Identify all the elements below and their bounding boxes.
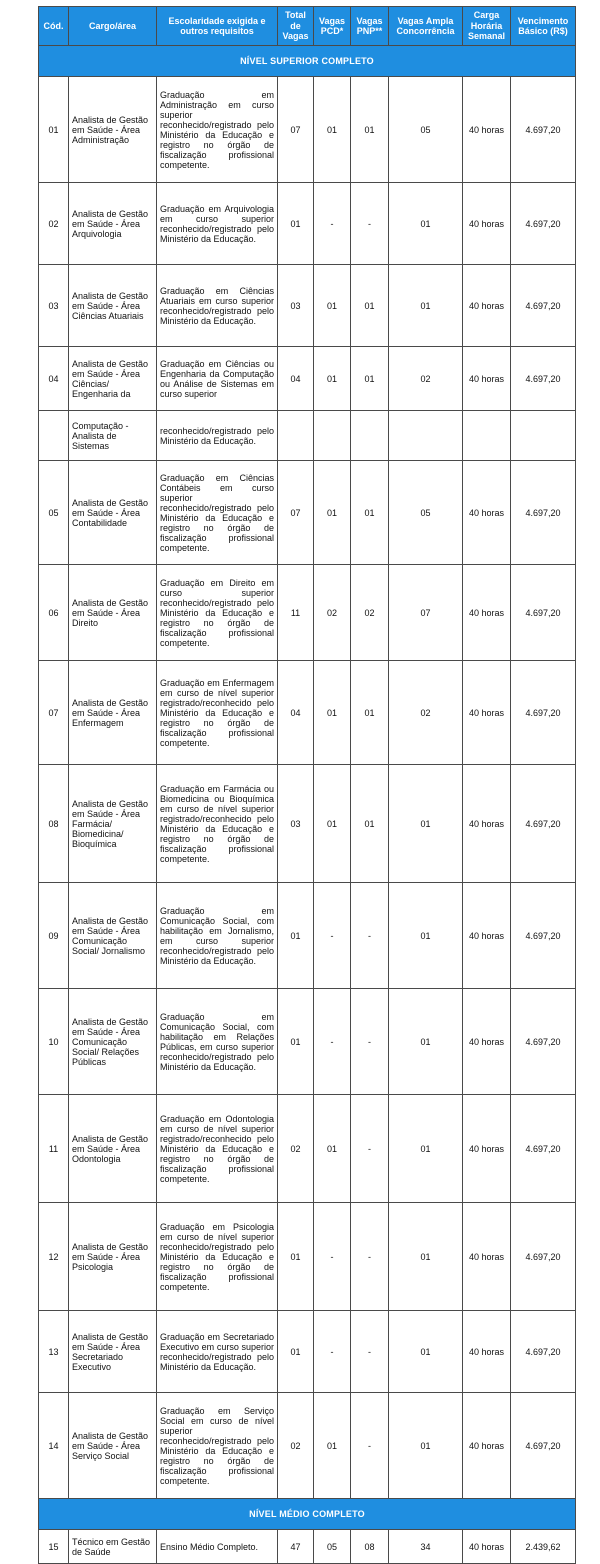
cod-cell: 08	[39, 765, 69, 883]
vencimento-cell: 4.697,20	[511, 183, 576, 265]
requisitos-cell: Graduação em Comunicação Social, com habilitação em Relações Públicas, em curso superior reconhecido/registrado pelo Ministério da Educação.	[157, 989, 278, 1095]
vagas-pcd-cell: -	[314, 989, 351, 1095]
vagas-ampla-cell: 34	[389, 1530, 463, 1564]
vagas-pcd-cell: 01	[314, 461, 351, 565]
carga-horaria-cell: 40 horas	[463, 661, 511, 765]
vagas-pnp-cell: 01	[351, 461, 389, 565]
vagas-pnp-cell: 02	[351, 565, 389, 661]
requisitos-cell: Graduação em Farmácia ou Biomedicina ou Bioquímica em curso de nível superior registrado/reconhecido pelo Ministério da Educação e registro no órgão de fiscalização profissional competente.	[157, 765, 278, 883]
total-vagas-cell: 04	[278, 347, 314, 411]
vencimento-cell: 4.697,20	[511, 765, 576, 883]
total-vagas-cell: 03	[278, 765, 314, 883]
vagas-pcd-cell: -	[314, 183, 351, 265]
carga-horaria-cell: 40 horas	[463, 1311, 511, 1393]
vagas-pcd-cell	[314, 411, 351, 461]
carga-horaria-cell: 40 horas	[463, 1393, 511, 1499]
carga-horaria-cell: 40 horas	[463, 1530, 511, 1564]
cargo-cell: Técnico em Gestão de Saúde	[69, 1530, 157, 1564]
vagas-pnp-cell: -	[351, 883, 389, 989]
carga-horaria-cell: 40 horas	[463, 883, 511, 989]
vagas-pcd-cell: -	[314, 1311, 351, 1393]
total-vagas-cell	[278, 411, 314, 461]
total-vagas-cell: 11	[278, 565, 314, 661]
carga-horaria-cell: 40 horas	[463, 1095, 511, 1203]
header-cargo: Cargo/área	[69, 7, 157, 46]
vagas-ampla-cell: 01	[389, 1203, 463, 1311]
cargo-cell: Analista de Gestão em Saúde - Área Odontologia	[69, 1095, 157, 1203]
header-total: Total de Vagas	[278, 7, 314, 46]
cargo-cell: Analista de Gestão em Saúde - Área Direito	[69, 565, 157, 661]
total-vagas-cell: 02	[278, 1393, 314, 1499]
cod-cell: 07	[39, 661, 69, 765]
table-body	[39, 46, 576, 1564]
total-vagas-cell: 03	[278, 265, 314, 347]
vencimento-cell: 4.697,20	[511, 989, 576, 1095]
vencimento-cell: 4.697,20	[511, 661, 576, 765]
total-vagas-cell: 01	[278, 1203, 314, 1311]
section-title-superior: NÍVEL SUPERIOR COMPLETO	[39, 46, 576, 77]
total-vagas-cell: 47	[278, 1530, 314, 1564]
carga-horaria-cell: 40 horas	[463, 765, 511, 883]
cargo-cell: Analista de Gestão em Saúde - Área Serviço Social	[69, 1393, 157, 1499]
requisitos-cell: Graduação em Ciências ou Engenharia da Computação ou Análise de Sistemas em curso superior	[157, 347, 278, 411]
cod-cell: 15	[39, 1530, 69, 1564]
vagas-pcd-cell: 01	[314, 347, 351, 411]
cargo-cell: Analista de Gestão em Saúde - Área Psicologia	[69, 1203, 157, 1311]
vagas-ampla-cell: 07	[389, 565, 463, 661]
vagas-pnp-cell: -	[351, 1095, 389, 1203]
vagas-ampla-cell: 01	[389, 265, 463, 347]
cod-cell: 09	[39, 883, 69, 989]
header-pcd: Vagas PCD*	[314, 7, 351, 46]
vencimento-cell: 4.697,20	[511, 461, 576, 565]
vagas-ampla-cell: 05	[389, 461, 463, 565]
vagas-ampla-cell: 05	[389, 77, 463, 183]
vagas-pnp-cell: 01	[351, 77, 389, 183]
cargo-cell: Analista de Gestão em Saúde - Área Enfermagem	[69, 661, 157, 765]
vacancy-document	[38, 6, 576, 1564]
vagas-pcd-cell: 01	[314, 765, 351, 883]
cod-cell: 11	[39, 1095, 69, 1203]
table-row	[39, 411, 576, 461]
requisitos-cell: Graduação em Direito em curso superior reconhecido/registrado pelo Ministério da Educação e registro no órgão de fiscalização profissional competente.	[157, 565, 278, 661]
carga-horaria-cell: 40 horas	[463, 265, 511, 347]
requisitos-cell: Graduação em Odontologia em curso de nível superior registrado/reconhecido pelo Ministério da Educação e registro no órgão de fiscalização profissional competente.	[157, 1095, 278, 1203]
vagas-ampla-cell: 01	[389, 1095, 463, 1203]
header-cod: Cód.	[39, 7, 69, 46]
carga-horaria-cell: 40 horas	[463, 461, 511, 565]
requisitos-cell: Graduação em Comunicação Social, com habilitação em Jornalismo, em curso superior reconhecido/registrado pelo Ministério da Educação.	[157, 883, 278, 989]
vagas-pcd-cell: 01	[314, 1095, 351, 1203]
table-row	[39, 183, 576, 265]
cod-cell: 03	[39, 265, 69, 347]
vacancy-table	[38, 6, 576, 1564]
section-row-superior	[39, 46, 576, 77]
cod-cell: 06	[39, 565, 69, 661]
header-carga: Carga Horária Semanal	[463, 7, 511, 46]
cod-cell: 02	[39, 183, 69, 265]
cargo-cell: Analista de Gestão em Saúde - Área Comunicação Social/ Relações Públicas	[69, 989, 157, 1095]
vagas-pcd-cell: -	[314, 1203, 351, 1311]
vencimento-cell: 2.439,62	[511, 1530, 576, 1564]
total-vagas-cell: 01	[278, 183, 314, 265]
cod-cell: 05	[39, 461, 69, 565]
vagas-pnp-cell: -	[351, 1393, 389, 1499]
total-vagas-cell: 02	[278, 1095, 314, 1203]
requisitos-cell: Graduação em Enfermagem em curso de nível superior registrado/reconhecido pelo Ministério da Educação e registro no órgão de fiscalização profissional competente.	[157, 661, 278, 765]
cargo-cell: Analista de Gestão em Saúde - Área Farmácia/ Biomedicina/ Bioquímica	[69, 765, 157, 883]
carga-horaria-cell: 40 horas	[463, 989, 511, 1095]
vagas-pcd-cell: 02	[314, 565, 351, 661]
vagas-ampla-cell: 01	[389, 989, 463, 1095]
table-header-row	[39, 7, 576, 46]
cargo-cell: Analista de Gestão em Saúde - Área Comunicação Social/ Jornalismo	[69, 883, 157, 989]
vagas-pcd-cell: -	[314, 883, 351, 989]
vagas-pnp-cell: 01	[351, 265, 389, 347]
cod-cell: 10	[39, 989, 69, 1095]
header-vencimento: Vencimento Básico (R$)	[511, 7, 576, 46]
vagas-ampla-cell	[389, 411, 463, 461]
vencimento-cell: 4.697,20	[511, 1311, 576, 1393]
vagas-ampla-cell: 01	[389, 765, 463, 883]
vagas-pnp-cell: 01	[351, 661, 389, 765]
vagas-pnp-cell: -	[351, 989, 389, 1095]
vagas-pcd-cell: 01	[314, 265, 351, 347]
requisitos-cell: Graduação em Serviço Social em curso de nível superior reconhecido/registrado pelo Ministério da Educação e registro no órgão de fiscalização profissional competente.	[157, 1393, 278, 1499]
table-row	[39, 883, 576, 989]
carga-horaria-cell: 40 horas	[463, 77, 511, 183]
vagas-ampla-cell: 01	[389, 183, 463, 265]
table-row	[39, 765, 576, 883]
vagas-pnp-cell: -	[351, 183, 389, 265]
requisitos-cell: Graduação em Ciências Atuariais em curso superior reconhecido/registrado pelo Ministério da Educação.	[157, 265, 278, 347]
table-row	[39, 1530, 576, 1564]
total-vagas-cell: 07	[278, 461, 314, 565]
carga-horaria-cell: 40 horas	[463, 565, 511, 661]
cod-cell: 13	[39, 1311, 69, 1393]
table-row	[39, 77, 576, 183]
header-escolaridade: Escolaridade exigida e outros requisitos	[157, 7, 278, 46]
table-row	[39, 1095, 576, 1203]
vagas-pcd-cell: 01	[314, 661, 351, 765]
cod-cell	[39, 411, 69, 461]
section-title-medio: NÍVEL MÉDIO COMPLETO	[39, 1499, 576, 1530]
table-row	[39, 565, 576, 661]
carga-horaria-cell: 40 horas	[463, 183, 511, 265]
cargo-cell: Analista de Gestão em Saúde - Área Ciências/ Engenharia da	[69, 347, 157, 411]
vagas-ampla-cell: 02	[389, 661, 463, 765]
total-vagas-cell: 01	[278, 883, 314, 989]
vencimento-cell: 4.697,20	[511, 265, 576, 347]
requisitos-cell: reconhecido/registrado pelo Ministério da Educação.	[157, 411, 278, 461]
vagas-ampla-cell: 01	[389, 883, 463, 989]
vagas-ampla-cell: 01	[389, 1311, 463, 1393]
total-vagas-cell: 01	[278, 989, 314, 1095]
cod-cell: 04	[39, 347, 69, 411]
vencimento-cell: 4.697,20	[511, 1095, 576, 1203]
carga-horaria-cell: 40 horas	[463, 1203, 511, 1311]
vencimento-cell: 4.697,20	[511, 347, 576, 411]
cargo-cell: Analista de Gestão em Saúde - Área Secretariado Executivo	[69, 1311, 157, 1393]
vagas-pnp-cell: 08	[351, 1530, 389, 1564]
total-vagas-cell: 01	[278, 1311, 314, 1393]
requisitos-cell: Graduação em Secretariado Executivo em curso superior reconhecido/registrado pelo Ministério da Educação.	[157, 1311, 278, 1393]
cargo-cell: Analista de Gestão em Saúde - Área Contabilidade	[69, 461, 157, 565]
table-row	[39, 461, 576, 565]
vencimento-cell: 4.697,20	[511, 1393, 576, 1499]
requisitos-cell: Ensino Médio Completo.	[157, 1530, 278, 1564]
cod-cell: 12	[39, 1203, 69, 1311]
cod-cell: 01	[39, 77, 69, 183]
header-pnp: Vagas PNP**	[351, 7, 389, 46]
table-row	[39, 989, 576, 1095]
vagas-pcd-cell: 01	[314, 1393, 351, 1499]
cargo-cell: Analista de Gestão em Saúde - Área Administração	[69, 77, 157, 183]
vagas-pnp-cell: -	[351, 1203, 389, 1311]
table-row	[39, 265, 576, 347]
table-row	[39, 661, 576, 765]
vagas-ampla-cell: 02	[389, 347, 463, 411]
vagas-pnp-cell	[351, 411, 389, 461]
requisitos-cell: Graduação em Administração em curso superior reconhecido/registrado pelo Ministério da Educação e registro no órgão de fiscalização profissional competente.	[157, 77, 278, 183]
requisitos-cell: Graduação em Psicologia em curso de nível superior reconhecido/registrado pelo Ministério da Educação e registro no órgão de fiscalização profissional competente.	[157, 1203, 278, 1311]
cargo-cell: Analista de Gestão em Saúde - Área Arquivologia	[69, 183, 157, 265]
table-row	[39, 1203, 576, 1311]
section-row-medio	[39, 1499, 576, 1530]
cargo-cell: Analista de Gestão em Saúde - Área Ciências Atuariais	[69, 265, 157, 347]
cargo-cell: Computação - Analista de Sistemas	[69, 411, 157, 461]
vagas-pnp-cell: -	[351, 1311, 389, 1393]
vencimento-cell: 4.697,20	[511, 883, 576, 989]
vagas-pcd-cell: 01	[314, 77, 351, 183]
cod-cell: 14	[39, 1393, 69, 1499]
carga-horaria-cell: 40 horas	[463, 347, 511, 411]
vencimento-cell: 4.697,20	[511, 77, 576, 183]
vagas-pnp-cell: 01	[351, 765, 389, 883]
vagas-ampla-cell: 01	[389, 1393, 463, 1499]
requisitos-cell: Graduação em Ciências Contábeis em curso superior reconhecido/registrado pelo Ministério da Educação e registro no órgão de fiscalização profissional competente.	[157, 461, 278, 565]
carga-horaria-cell	[463, 411, 511, 461]
table-row	[39, 1393, 576, 1499]
vencimento-cell	[511, 411, 576, 461]
vencimento-cell: 4.697,20	[511, 1203, 576, 1311]
vagas-pnp-cell: 01	[351, 347, 389, 411]
requisitos-cell: Graduação em Arquivologia em curso superior reconhecido/registrado pelo Ministério da Educação.	[157, 183, 278, 265]
header-ampla: Vagas Ampla Concorrência	[389, 7, 463, 46]
table-row	[39, 347, 576, 411]
total-vagas-cell: 04	[278, 661, 314, 765]
table-row	[39, 1311, 576, 1393]
vagas-pcd-cell: 05	[314, 1530, 351, 1564]
total-vagas-cell: 07	[278, 77, 314, 183]
vencimento-cell: 4.697,20	[511, 565, 576, 661]
